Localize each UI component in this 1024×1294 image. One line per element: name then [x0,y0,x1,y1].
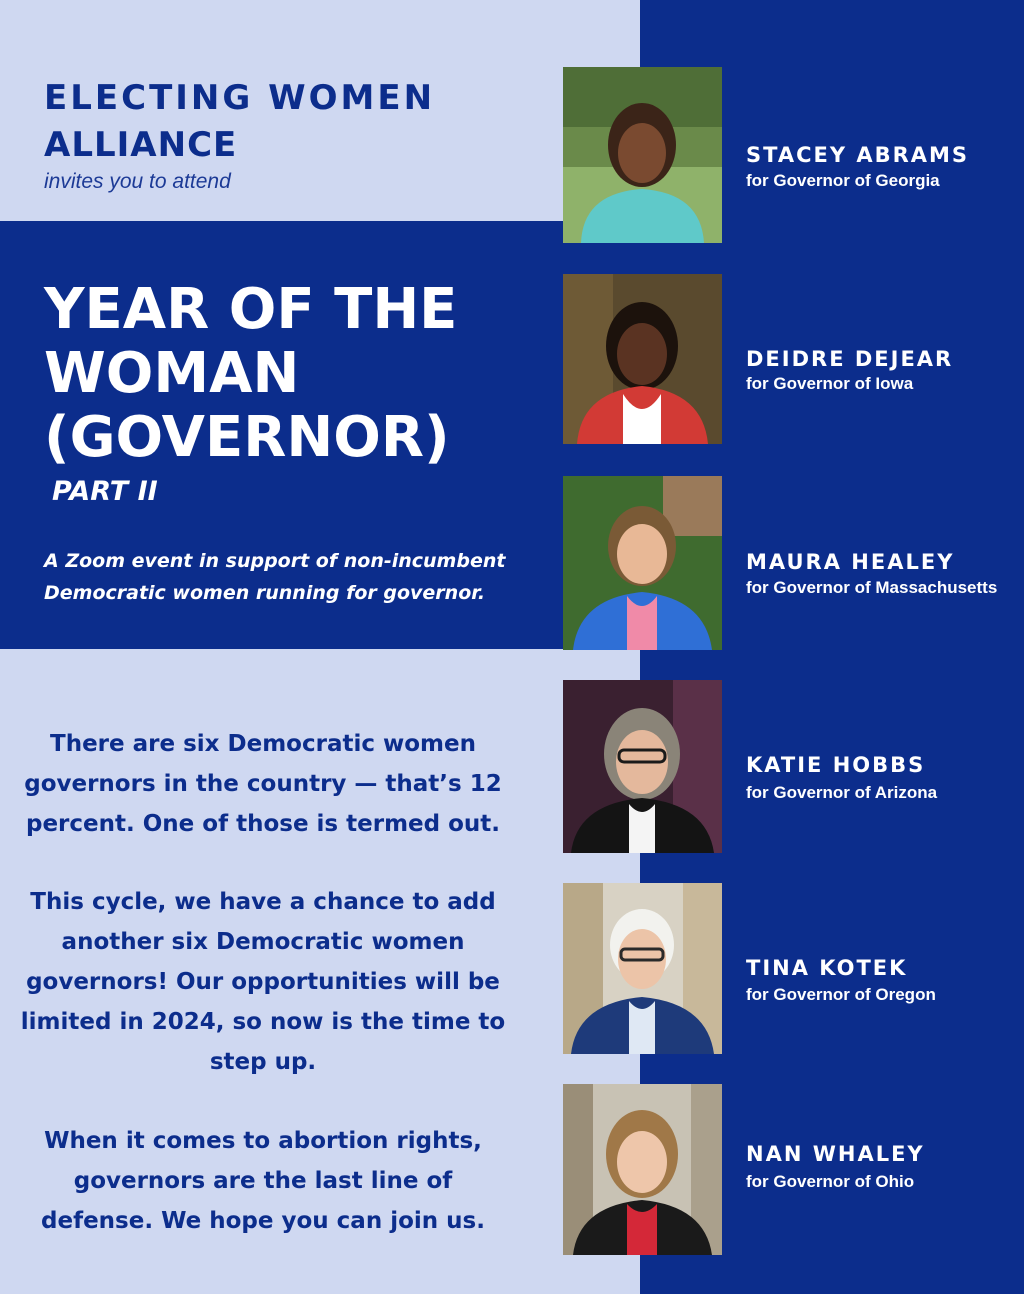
event-part: PART II [52,476,158,507]
candidate-photo-icon [563,476,722,650]
candidate-photo-icon [563,883,722,1054]
event-title-line2: WOMAN [44,341,300,406]
candidate-name-6: NAN WHALEY [746,1142,925,1166]
candidate-name-3: MAURA HEALEY [746,550,955,574]
event-subtitle-line1: A Zoom event in support of non-incumbent [44,550,506,572]
candidate-office-4: for Governor of Arizona [746,783,938,802]
candidate-photo-3 [563,476,722,650]
body-paragraph-1: There are six Democratic women governors in the country — that’s 12 percent. One of those is termed out. [24,731,502,837]
candidate-name-5: TINA KOTEK [746,956,908,980]
candidate-photo-2 [563,274,722,444]
invite-text: invites you to attend [44,170,231,193]
org-name-line2: ALLIANCE [44,125,238,165]
candidate-photo-4 [563,680,722,853]
candidate-name-2: DEIDRE DEJEAR [746,347,954,371]
candidate-office-2: for Governor of Iowa [746,374,914,393]
candidate-photo-icon [563,680,722,853]
candidate-photo-1 [563,67,722,243]
candidate-photo-icon [563,1084,722,1255]
candidate-office-1: for Governor of Georgia [746,171,940,190]
event-title-line1: YEAR OF THE [44,277,458,342]
candidate-office-5: for Governor of Oregon [746,985,936,1004]
candidate-office-3: for Governor of Massachusetts [746,578,998,597]
event-subtitle [44,545,534,609]
candidate-photo-5 [563,883,722,1054]
candidate-name-1: STACEY ABRAMS [746,143,970,167]
event-subtitle-line2: Democratic women running for governor. [44,582,486,604]
candidate-photo-icon [563,274,722,444]
body-paragraph-2: This cycle, we have a chance to add another six Democratic women governors! Our opportunities will be limited in 2024, so now is the time to step up. [20,889,506,1075]
body-paragraph-3: When it comes to abortion rights, governors are the last line of defense. We hope you can join us. [41,1128,485,1234]
candidate-photo-icon [563,67,722,243]
org-name-line1: ELECTING WOMEN [44,78,436,118]
event-title [44,278,544,470]
event-title-line3: (GOVERNOR) [44,405,450,470]
candidate-name-4: KATIE HOBBS [746,753,926,777]
candidate-photo-6 [563,1084,722,1255]
candidate-office-6: for Governor of Ohio [746,1172,915,1191]
